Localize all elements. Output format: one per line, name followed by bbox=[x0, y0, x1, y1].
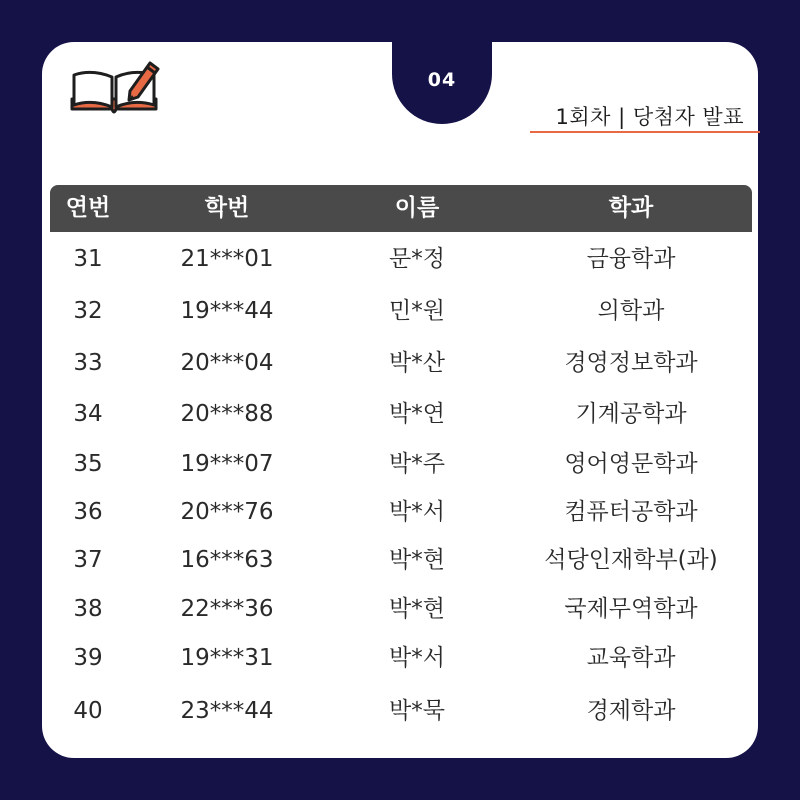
student-name: 박*묵 bbox=[389, 698, 445, 724]
table-row bbox=[50, 540, 752, 580]
row-number: 33 bbox=[73, 350, 103, 376]
table-row bbox=[50, 239, 752, 279]
announcement-title: 1회차 | 당첨자 발표 bbox=[555, 105, 744, 129]
column-header-name: 이름 bbox=[394, 195, 440, 221]
page-number-tab bbox=[392, 42, 492, 124]
column-header-student-id: 학번 bbox=[204, 195, 250, 221]
row-number: 36 bbox=[73, 499, 103, 525]
table-header bbox=[50, 185, 752, 232]
row-number: 32 bbox=[73, 298, 103, 324]
row-number: 31 bbox=[73, 246, 103, 272]
row-number: 40 bbox=[73, 698, 103, 724]
department: 경영정보학과 bbox=[564, 350, 698, 376]
student-name: 박*연 bbox=[389, 401, 445, 427]
table-row bbox=[50, 492, 752, 532]
student-id: 19***31 bbox=[180, 645, 274, 671]
student-id: 19***44 bbox=[180, 298, 274, 324]
table-row bbox=[50, 394, 752, 434]
table-row bbox=[50, 638, 752, 678]
row-number: 39 bbox=[73, 645, 103, 671]
department: 금융학과 bbox=[586, 246, 676, 272]
department: 의학과 bbox=[597, 298, 665, 324]
table-row bbox=[50, 444, 752, 484]
student-name: 박*현 bbox=[389, 596, 445, 622]
row-number: 35 bbox=[73, 451, 103, 477]
student-id: 16***63 bbox=[180, 547, 274, 573]
department: 교육학과 bbox=[586, 645, 676, 671]
row-number: 37 bbox=[73, 547, 103, 573]
student-id: 20***04 bbox=[180, 350, 274, 376]
open-book-icon bbox=[68, 55, 160, 127]
column-header-department: 학과 bbox=[608, 195, 654, 221]
student-id: 23***44 bbox=[180, 698, 274, 724]
title-underline bbox=[530, 131, 760, 133]
table-row bbox=[50, 691, 752, 731]
student-id: 22***36 bbox=[180, 596, 274, 622]
department: 국제무역학과 bbox=[564, 596, 698, 622]
student-name: 문*정 bbox=[389, 246, 445, 272]
table-row bbox=[50, 589, 752, 629]
student-name: 박*서 bbox=[389, 499, 445, 525]
student-name: 박*주 bbox=[389, 451, 445, 477]
student-name: 민*원 bbox=[389, 298, 445, 324]
row-number: 38 bbox=[73, 596, 103, 622]
student-name: 박*현 bbox=[389, 547, 445, 573]
student-name: 박*산 bbox=[389, 350, 445, 376]
table-row bbox=[50, 291, 752, 331]
student-name: 박*서 bbox=[389, 645, 445, 671]
page-number: 04 bbox=[427, 69, 457, 91]
student-id: 19***07 bbox=[180, 451, 274, 477]
department: 기계공학과 bbox=[575, 401, 687, 427]
table-row bbox=[50, 343, 752, 383]
department: 영어영문학과 bbox=[564, 451, 698, 477]
department: 경제학과 bbox=[586, 698, 676, 724]
column-header-number: 연번 bbox=[65, 195, 111, 221]
department: 석당인재학부(과) bbox=[544, 547, 718, 573]
student-id: 20***76 bbox=[180, 499, 274, 525]
student-id: 21***01 bbox=[180, 246, 274, 272]
row-number: 34 bbox=[73, 401, 103, 427]
student-id: 20***88 bbox=[180, 401, 274, 427]
department: 컴퓨터공학과 bbox=[564, 499, 698, 525]
